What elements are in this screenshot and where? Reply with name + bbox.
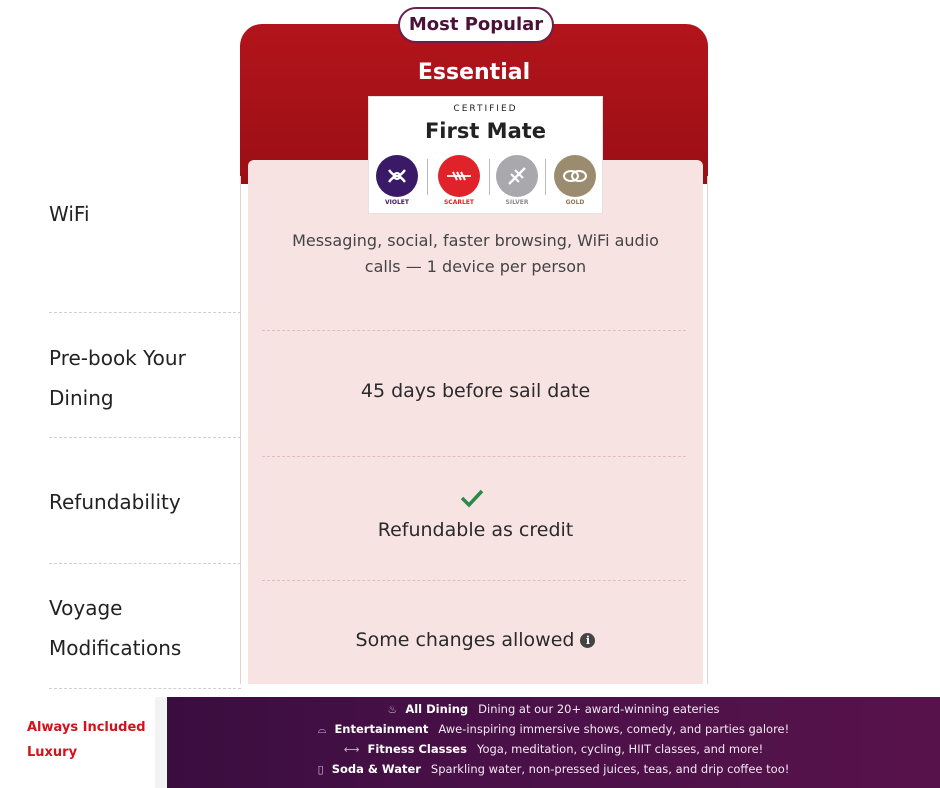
tier-gold-label: GOLD [565, 199, 585, 206]
tier-scarlet-label: SCARLET [443, 199, 474, 206]
gold-knot-icon [554, 155, 596, 197]
silver-knot-icon [496, 155, 538, 197]
dumbbell-icon: ⟷ [343, 743, 360, 756]
modifications-value: Some changes allowed [355, 629, 575, 651]
feature-label-wifi: WiFi [49, 202, 90, 226]
feature-label-voyage-modifications: Voyage Modifications [49, 596, 182, 660]
dining-icon: ♨ [387, 703, 398, 716]
included-item-title: Fitness Classes [367, 742, 467, 756]
certified-label: CERTIFIED [453, 104, 518, 114]
cell-divider [262, 330, 686, 331]
included-item-desc: Awe-inspiring immersive shows, comedy, and parties galore! [438, 722, 790, 736]
row-divider [49, 688, 241, 689]
checkmark-icon [460, 488, 484, 508]
included-item-soda [167, 762, 940, 776]
cell-divider [262, 456, 686, 457]
most-popular-badge: Most Popular [398, 7, 554, 43]
included-item-entertainment [167, 722, 940, 737]
row-divider [49, 437, 241, 438]
feature-label-prebook-dining: Pre-book Your Dining [49, 346, 186, 410]
tier-silver-label: SILVER [505, 199, 529, 206]
included-item-desc: Sparkling water, non-pressed juices, teas, and drip coffee too! [430, 762, 790, 776]
cell-divider [262, 580, 686, 581]
certified-name: First Mate [424, 119, 547, 143]
certified-first-mate-card [368, 96, 603, 214]
dining-value: 45 days before sail date [360, 380, 591, 402]
included-item-title: Entertainment [334, 722, 429, 736]
tier-violet-label: VIOLET [385, 199, 409, 206]
modifications-cell [248, 629, 703, 651]
entertainment-icon: ⌓ [317, 723, 327, 736]
feature-label-refundability: Refundability [49, 490, 181, 514]
included-item-desc: Dining at our 20+ award-winning eateries [478, 702, 720, 716]
drink-icon: ▯ [317, 763, 324, 776]
included-item-fitness [167, 742, 940, 756]
violet-knot-icon [376, 155, 418, 197]
row-divider [49, 312, 241, 313]
included-item-desc: Yoga, meditation, cycling, HIIT classes, and more! [476, 742, 764, 756]
refund-value: Refundable as credit [377, 519, 574, 541]
scarlet-knot-icon [438, 155, 480, 197]
plan-title: Essential [417, 60, 531, 85]
tier-divider [545, 159, 546, 195]
wifi-value: Messaging, social, faster browsing, WiFi audio calls — 1 device per person [292, 231, 659, 276]
tier-divider [489, 159, 490, 195]
info-icon[interactable]: i [580, 633, 595, 648]
always-included-label: Always Included [27, 720, 146, 735]
row-divider [49, 563, 241, 564]
included-item-title: All Dining [405, 702, 469, 716]
included-item-dining [167, 702, 940, 716]
always-included-sublabel: Luxury [27, 745, 78, 760]
included-item-title: Soda & Water [331, 762, 421, 776]
tier-divider [427, 159, 428, 195]
